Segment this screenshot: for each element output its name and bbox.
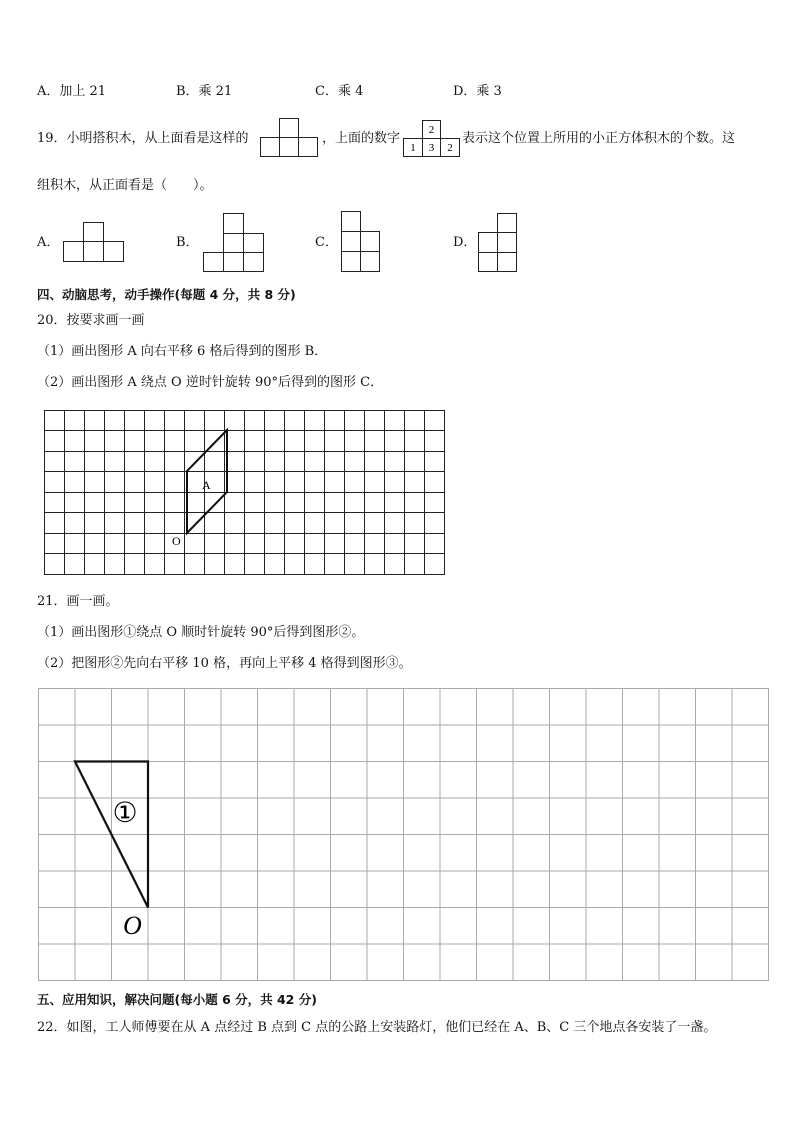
option-d: D．乘 3	[453, 84, 502, 99]
q20-grid	[44, 410, 446, 578]
q21-item-2: （2）把图形②先向右平移 10 格，再向上平移 4 格得到图形③。	[37, 656, 412, 671]
number-grid-figure	[403, 120, 463, 158]
grid-number-left: 1	[410, 142, 416, 154]
option-b: B．乘 21	[176, 84, 233, 99]
q19-option-d: D．	[453, 235, 477, 250]
grid-number-middle: 3	[428, 142, 435, 154]
q20-title: 20．按要求画一画	[37, 313, 145, 328]
option-a: A．加上 21	[37, 84, 107, 99]
section-4-title: 四、动脑思考，动手操作(每题 4 分，共 8 分)	[37, 287, 296, 302]
section-5-title: 五、应用知识，解决问题(每小题 6 分，共 42 分)	[37, 992, 317, 1007]
q21-grid	[38, 688, 770, 983]
q20-item-1: （1）画出图形 A 向右平移 6 格后得到的图形 B．	[37, 344, 328, 359]
grid-number-top: 2	[428, 124, 435, 136]
option-c: C．乘 4	[315, 84, 364, 99]
grid-number-right: 2	[447, 142, 453, 154]
front-view-option-d	[478, 213, 520, 275]
shape-1-label: ①	[112, 796, 138, 829]
q20-item-2: （2）画出图形 A 绕点 O 逆时针旋转 90°后得到的图形 C．	[37, 375, 384, 390]
front-view-option-a	[63, 222, 125, 264]
q19-option-b: B．	[176, 235, 199, 250]
q19-option-c: C．	[315, 235, 338, 250]
q19-option-a: A．	[37, 235, 60, 250]
point-o-label: O	[172, 534, 181, 548]
q22-text: 22．如图，工人师傅要在从 A 点经过 B 点到 C 点的公路上安装路灯，他们已经在 A、B、C 三个地点各安装了一盏。	[37, 1020, 717, 1035]
top-view-figure	[260, 118, 320, 158]
q19-prefix: 19．小明搭积木，从上面看是这样的	[37, 131, 249, 146]
shape-a-label: A	[202, 478, 211, 492]
point-o-label: O	[123, 911, 142, 940]
q19-suffix: 表示这个位置上所用的小正方体积木的个数。这	[462, 131, 736, 146]
q21-item-1: （1）画出图形①绕点 O 顺时针旋转 90°后得到图形②。	[37, 625, 365, 640]
q19-middle: ，上面的数字	[322, 131, 401, 146]
q21-title: 21．画一画。	[37, 594, 119, 609]
front-view-option-c	[341, 211, 383, 273]
q20-grid-lines	[44, 410, 445, 575]
front-view-option-b	[203, 213, 265, 275]
q19-line2: 组积木，从正面看是（ ）。	[37, 178, 213, 193]
